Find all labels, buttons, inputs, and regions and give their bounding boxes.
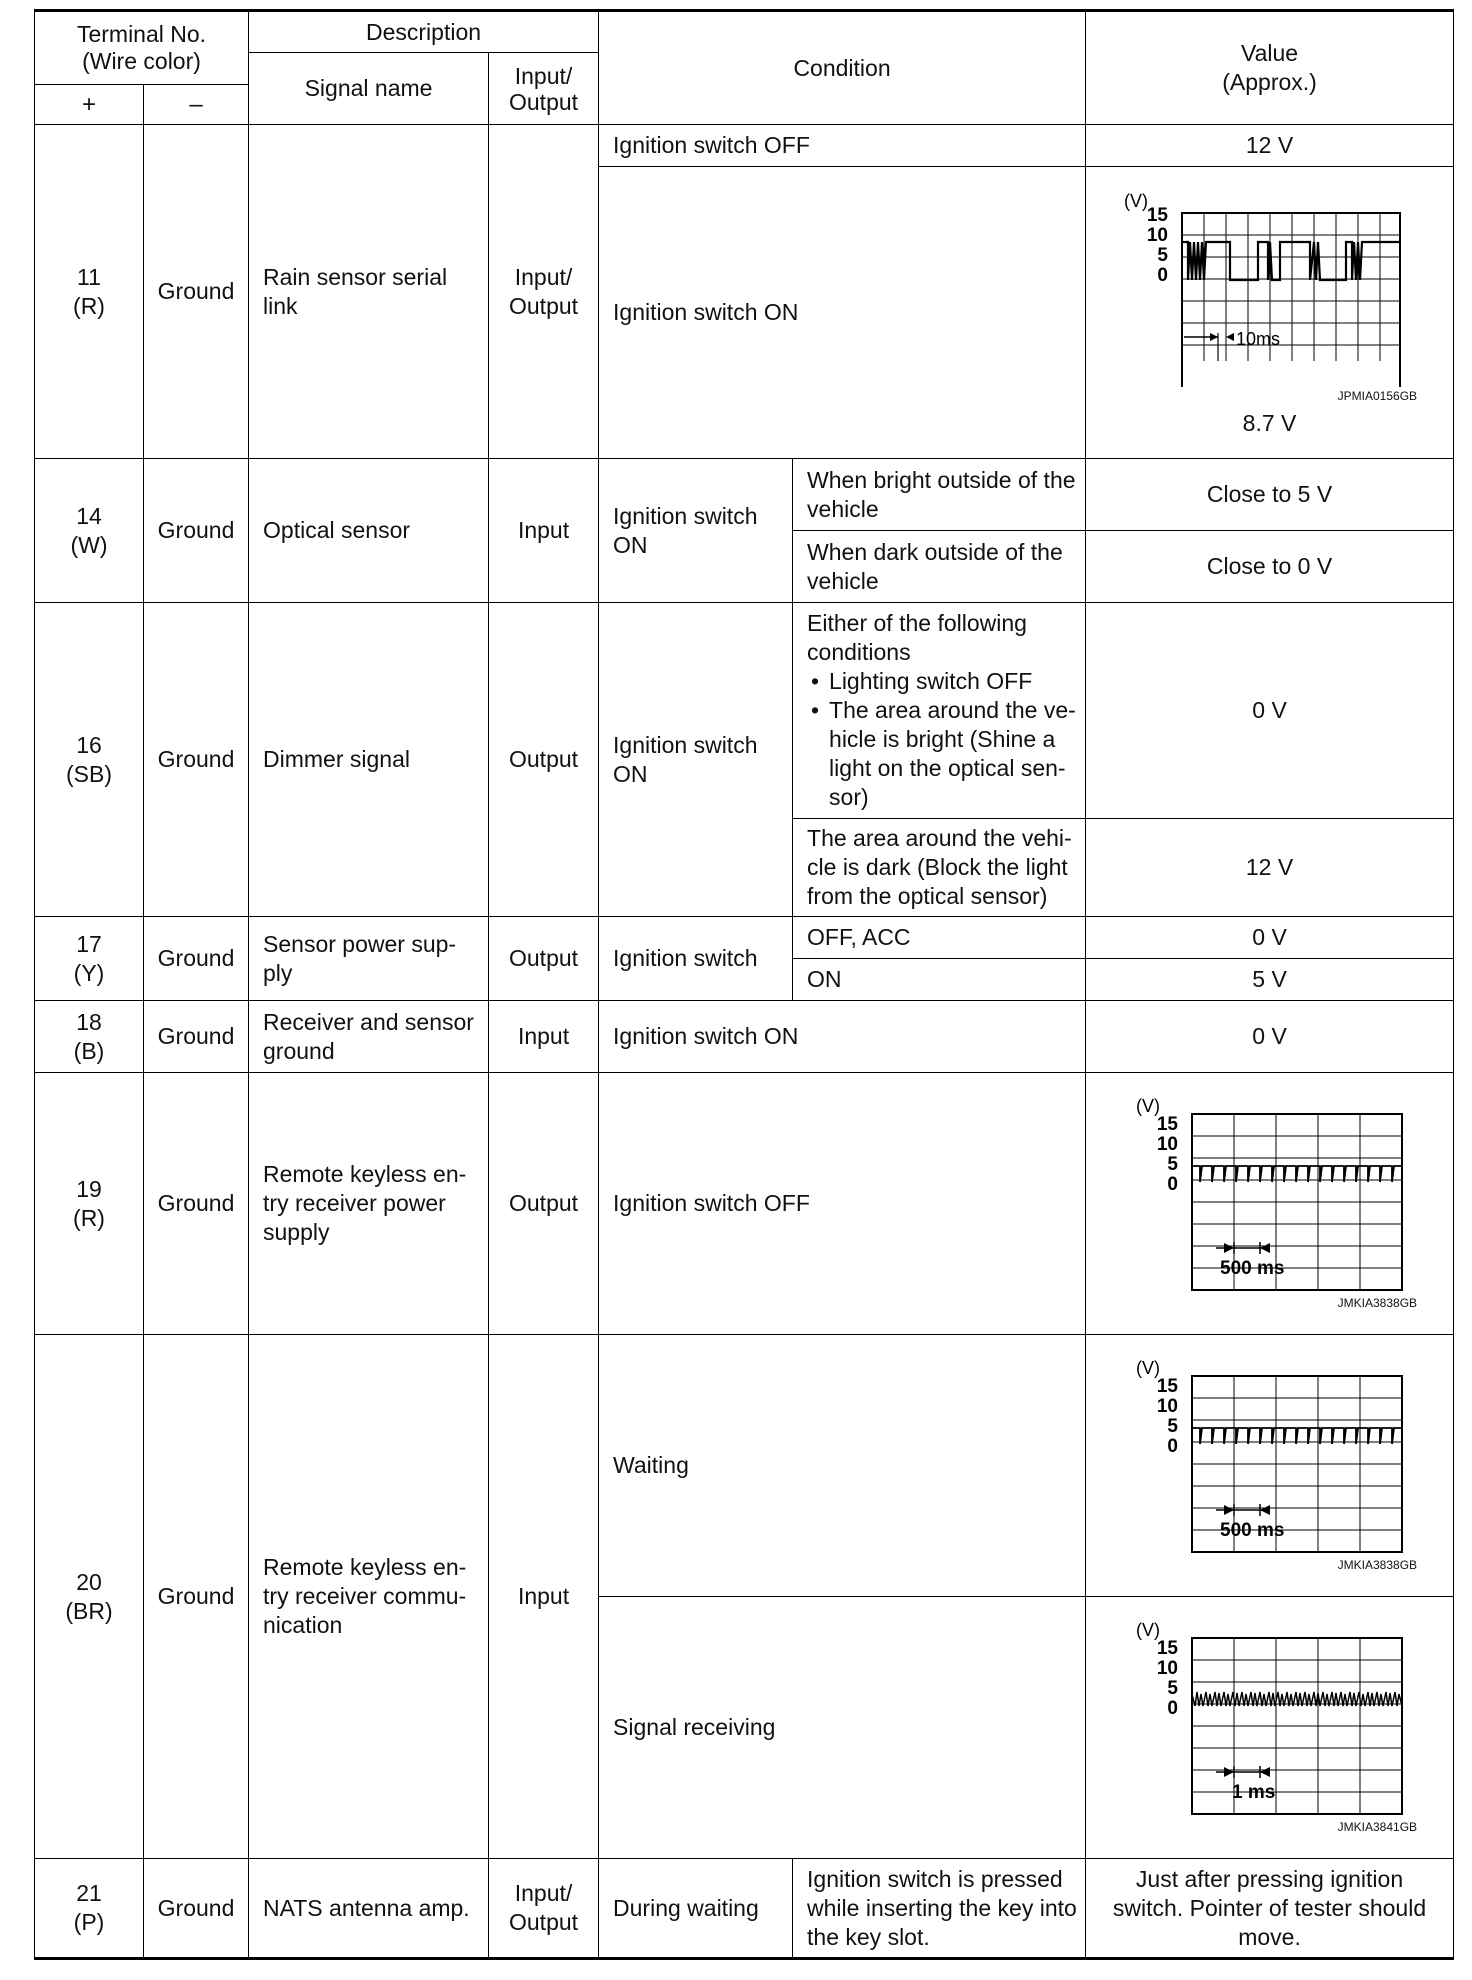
svg-text:5: 5 [1166,1415,1178,1437]
sub-condition-cell: Either of the following conditions • Lighting switch OFF • The area around the ve- hicle is bright (Shine a light on the optical sen- sor) [793,603,1086,819]
svg-text:0: 0 [1166,1435,1178,1457]
svg-text:10: 10 [1156,1395,1178,1417]
svg-text:10: 10 [1156,1133,1178,1155]
terminal-cell: 21 (P) [35,1859,144,1959]
signal-name-cell: Remote keyless en- try receiver commu- nication [249,1335,489,1859]
terminal-no-header: Terminal No. (Wire color) [35,11,249,85]
figure-code: JPMIA0156GB [1337,389,1418,403]
list-item: • The area around the ve- hicle is bright (Shine a light on the optical sen- sor) [807,696,1077,812]
table-row [35,1335,1454,1597]
svg-text:(V): (V) [1135,1359,1160,1378]
table-row [35,125,1454,167]
value-cell: 12 V [1086,819,1454,917]
terminal-cell: 16 (SB) [35,603,144,917]
ground-cell: Ground [144,459,249,603]
signal-name-cell: Dimmer signal [249,603,489,917]
sub-condition-cell: OFF, ACC [793,917,1086,959]
svg-text:0: 0 [1166,1697,1178,1719]
svg-text:500 ms: 500 ms [1219,1519,1284,1541]
sub-condition-cell: ON [793,959,1086,1001]
condition-cell: Ignition switch OFF [599,1073,1086,1335]
value-cell: Just after pressing ignition switch. Pointer of tester should move. [1086,1859,1454,1959]
condition-header: Condition [599,11,1086,125]
oscilloscope-waveform-icon [1120,1360,1420,1556]
value-header: Value (Approx.) [1086,11,1454,125]
svg-text:1 ms: 1 ms [1231,1781,1275,1803]
svg-text:15: 15 [1156,1637,1178,1659]
condition-cell: Waiting [599,1335,1086,1597]
table-row [35,1001,1454,1073]
ground-cell: Ground [144,125,249,459]
signal-name-cell: Rain sensor serial link [249,125,489,459]
terminal-cell: 19 (R) [35,1073,144,1335]
minus-header: – [144,85,249,125]
sub-condition-cell: Ignition switch is pressed while inserting the key into the key slot. [793,1859,1086,1959]
sub-condition-cell: The area around the vehi- cle is dark (Block the light from the optical sensor) [793,819,1086,917]
ground-cell: Ground [144,917,249,1001]
signal-name-cell: Optical sensor [249,459,489,603]
io-cell: Output [489,1073,599,1335]
svg-text:5: 5 [1166,1677,1178,1699]
bullet-list [807,667,1077,812]
condition-cell: During waiting [599,1859,793,1959]
signal-name-header: Signal name [249,53,489,125]
value-cell: 0 V [1086,603,1454,819]
description-header: Description [249,11,599,53]
svg-text:10: 10 [1146,225,1168,246]
sub-condition-cell: When dark outside of the vehicle [793,531,1086,603]
ground-cell: Ground [144,1001,249,1073]
figure-code: JMKIA3838GB [1337,1295,1418,1310]
svg-text:15: 15 [1156,1375,1178,1397]
value-cell [1086,1597,1454,1859]
value-cell: 12 V [1086,125,1454,167]
terminal-cell: 18 (B) [35,1001,144,1073]
oscilloscope-waveform-icon [1120,1622,1420,1818]
table-row [35,1073,1454,1335]
svg-text:10ms: 10ms [1235,329,1280,349]
terminal-cell: 14 (W) [35,459,144,603]
value-cell: 5 V [1086,959,1454,1001]
io-cell: Input [489,1001,599,1073]
value-cell [1086,1073,1454,1335]
oscilloscope-waveform-icon [1120,187,1420,387]
signal-name-cell: Sensor power sup- ply [249,917,489,1001]
svg-text:15: 15 [1156,1113,1178,1135]
ground-cell: Ground [144,603,249,917]
figure-code: JMKIA3838GB [1337,1557,1418,1572]
io-cell: Input/ Output [489,1859,599,1959]
terminal-cell: 20 (BR) [35,1335,144,1859]
ground-cell: Ground [144,1335,249,1859]
condition-cell: Signal receiving [599,1597,1086,1859]
io-cell: Input [489,459,599,603]
ground-cell: Ground [144,1859,249,1959]
value-text: 8.7 V [1242,410,1297,436]
header-row-1 [35,11,1454,53]
io-cell: Input [489,1335,599,1859]
table-row [35,1859,1454,1959]
svg-text:500 ms: 500 ms [1219,1257,1284,1279]
figure-code: JMKIA3841GB [1337,1819,1418,1834]
signal-name-cell: Remote keyless en- try receiver power supply [249,1073,489,1335]
terminal-spec-table [34,9,1454,1960]
condition-cell: Ignition switch OFF [599,125,1086,167]
signal-name-cell: Receiver and sensor ground [249,1001,489,1073]
table-row [35,459,1454,531]
condition-cell: Ignition switch ON [599,167,1086,459]
sub-condition-cell: When bright outside of the vehicle [793,459,1086,531]
table-row [35,603,1454,819]
svg-text:(V): (V) [1135,1097,1160,1116]
svg-text:(V): (V) [1135,1621,1160,1640]
svg-text:10: 10 [1156,1657,1178,1679]
value-cell [1086,1335,1454,1597]
value-cell: Close to 0 V [1086,531,1454,603]
io-cell: Output [489,603,599,917]
value-cell [1086,167,1454,459]
svg-text:5: 5 [1156,245,1168,266]
svg-text:0: 0 [1166,1173,1178,1195]
svg-text:(V): (V) [1123,191,1148,211]
value-cell: Close to 5 V [1086,459,1454,531]
condition-cell: Ignition switch [599,917,793,1001]
svg-text:5: 5 [1166,1153,1178,1175]
value-cell: 0 V [1086,917,1454,959]
ground-cell: Ground [144,1073,249,1335]
io-header: Input/ Output [489,53,599,125]
terminal-cell: 11 (R) [35,125,144,459]
condition-cell: Ignition switch ON [599,603,793,917]
table-row [35,917,1454,959]
list-item: • Lighting switch OFF [807,667,1077,696]
condition-cell: Ignition switch ON [599,1001,1086,1073]
plus-header: + [35,85,144,125]
condition-cell: Ignition switch ON [599,459,793,603]
signal-name-cell: NATS antenna amp. [249,1859,489,1959]
svg-text:15: 15 [1146,205,1168,226]
value-cell: 0 V [1086,1001,1454,1073]
io-cell: Output [489,917,599,1001]
oscilloscope-waveform-icon [1120,1098,1420,1294]
svg-text:0: 0 [1156,265,1168,286]
io-cell: Input/ Output [489,125,599,459]
terminal-cell: 17 (Y) [35,917,144,1001]
